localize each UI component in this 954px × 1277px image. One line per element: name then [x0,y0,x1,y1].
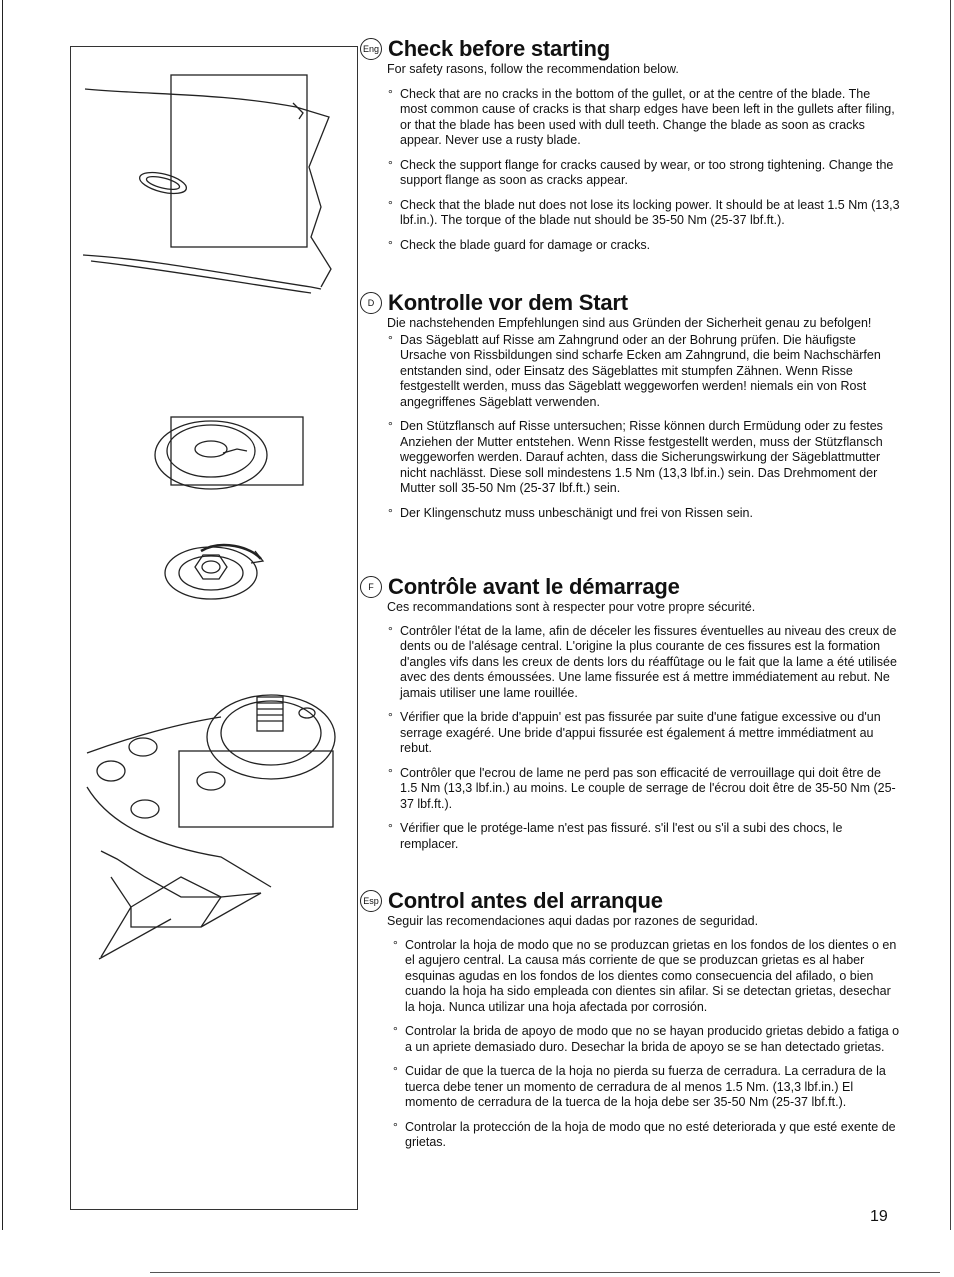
checklist-item: ° Cuidar de que la tuerca de la hoja no pierda su fuerza de cerradura. La cerradura de la tuerca debe tener un momento de cerradura de al menos 1.5 Nm. (13,3 lbf.in.) El momento de cerradura de la tuerca de la hoja debe ser 35-50 Nm (25-37 lbf.ft.). [405,1064,900,1111]
checklist-item: ° Controlar la protección de la hoja de modo que no esté deteriorada y que esté exente de grietas. [405,1120,900,1151]
blade-nut-figure [165,545,263,599]
checklist-item: ° Controlar la hoja de modo que no se produzcan grietas en los fondos de los dientes o en el agujero central. La causa más corriente de que se produzcan grietas es al haber esquinas agudas en los fondos de los dientes como consecuencia del afilado, o bien cuando la hoja ha sido empleada con dientes sin afilar. Si se detectan grietas, desechar la hoja. Nunca utilizar una hoja afectada por corrosión. [405,938,900,1016]
support-flange-figure [155,417,303,489]
page-border-right [950,0,951,1230]
checklist-item: ° Den Stützflansch auf Risse untersuchen; Risse können durch Ermüdung oder zu festes Anziehen der Mutter entstehen. Wenn Risse festgestellt werden, muss der Stützflansch weggeworfen werden. Darauf achten, dass die Sicherungswirkung der Sägeblattmutter nicht nachlässt. Diese soll mindestens 1.5 Nm (13,3 lbf.in.) sein. Das Drehmoment der Mutter soll 35-50 Nm (25-37 lbf.ft.) sein. [400,419,900,497]
checklist-item: ° Der Klingenschutz muss unbeschänigt und frei von Rissen sein. [400,506,900,522]
checklist-item: ° Das Sägeblatt auf Risse am Zahngrund oder an der Bohrung prüfen. Die häufigste Ursache von Rissbildungen sind scharfe Ecken am Zahngrund, die beim Nachschärfen entstanden sind, oder Einsatz des Sägeblattes mit stumpfen Zähnen. Wenn Risse festgestellt werden, muss das Sägeblatt weggeworfen werden! niemals ein von Rost angegriffenes Sägeblatt verwenden. [400,333,900,411]
section-title: Check before starting [388,36,610,61]
section-title: Kontrolle vor dem Start [388,290,628,315]
checklist-item: ° Controlar la brida de apoyo de modo que no se hayan producido grietas debido a fatiga o a un apriete demasiado duro. Desechar la brida de apoyo se se han detectado grietas. [405,1024,900,1055]
section-intro: Die nachstehenden Empfehlungen sind aus Gründen der Sicherheit genau zu befolgen! [387,316,872,330]
section-heading [360,290,900,316]
section-heading [360,888,900,914]
section-intro: Seguir las recomendaciones aqui dadas por razones de seguridad. [387,914,759,928]
language-badge-icon: Eng [360,38,382,60]
section-title: Control antes del arranque [388,888,663,913]
blade-crack-detail-figure [83,75,331,293]
checklist-item: ° Check that the blade nut does not lose its locking power. It should be at least 1.5 Nm (13,3 lbf.in.). The torque of the blade nut should be 35-50 Nm (25-37 lbf.ft.). [400,198,900,229]
language-badge-icon: D [360,292,382,314]
section-intro: Ces recommandations sont à respecter pour votre propre sécurité. [387,600,756,614]
section-heading [360,36,900,62]
checklist-item: ° Vérifier que le protége-lame n'est pas fissuré. s'il l'est ou s'il a subi des chocs, le remplacer. [400,821,900,852]
section-german [360,290,900,530]
blade-inspection-illustrations [71,47,359,1211]
bottom-rule [150,1272,940,1273]
section-french [360,574,900,861]
checklist-item: ° Vérifier que la bride d'appuin' est pas fissurée par suite d'une fatigue excessive ou d'un serrage exagéré. Une bride d'appui fissurée est également á mettre immédiatment au rebut. [400,710,900,757]
checklist [360,938,900,1151]
language-badge-icon: Esp [360,890,382,912]
checklist [360,624,900,853]
checklist-item: ° Contrôler l'état de la lame, afin de déceler les fissures éventuelles au niveau des creux de dents ou de l'alésage central. L'origine la plus courante de ces fissures est la formation d'angles vifs dans les creux de dents lors du réaffûtage ou le fait que la lame a été utilisée avec des dents émoussées. Une lame fissurée est á mettre immédiatement au rebut. Ne jamais utiliser une lame rouillée. [400,624,900,702]
section-heading [360,574,900,600]
section-intro: For safety rasons, follow the recommendation below. [387,62,679,76]
section-spanish [360,888,900,1160]
checklist [360,87,900,254]
blade-assembly-figure [87,695,335,959]
illustration-panel [70,46,358,1210]
page-number: 19 [870,1208,888,1225]
checklist-item: ° Check the support flange for cracks caused by wear, or too strong tightening. Change the support flange as soon as cracks appear. [400,158,900,189]
language-badge-icon: F [360,576,382,598]
checklist-item: ° Check the blade guard for damage or cracks. [400,238,900,254]
section-title: Contrôle avant le démarrage [388,574,680,599]
checklist [360,333,900,522]
checklist-item: ° Contrôler que l'ecrou de lame ne perd pas son efficacité de verrouillage qui doit être de 1.5 Nm (13,3 lbf.in.) au moins. Le couple de serrage de l'écrou doit être de 35-50 Nm (25-37 lbf.ft.). [400,766,900,813]
page-border-left [2,0,3,1230]
checklist-item: ° Check that are no cracks in the bottom of the gullet, or at the centre of the blade. The most common cause of cracks is that sharp edges have been left in the gullets after filing, or that the blade has been used with dull teeth. Change the blade as soon as cracks appear. Never use a rusty blade. [400,87,900,149]
section-english [360,36,900,262]
